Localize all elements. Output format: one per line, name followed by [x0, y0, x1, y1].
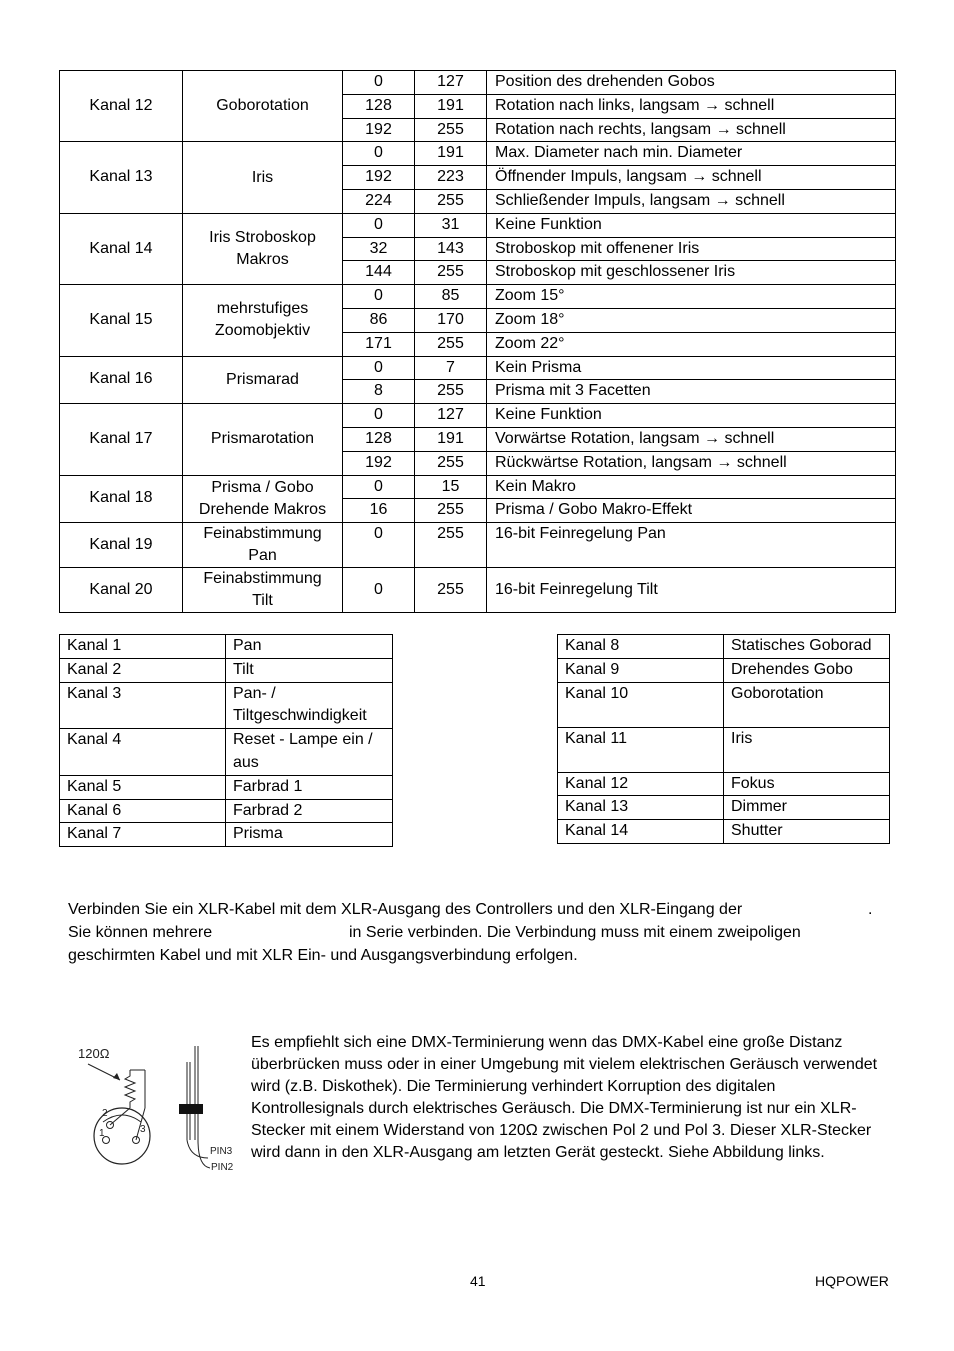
- function-cell: Iris Stroboskop Makros: [183, 213, 343, 284]
- channel-cell: Kanal 11: [558, 727, 724, 772]
- value-from-cell: 192: [343, 166, 415, 190]
- termination-line: überbrücken muss oder in einer Umgebung mit vielem elektrischen Geräusch verwendet: [251, 1056, 878, 1073]
- channel-cell: Kanal 17: [60, 404, 183, 475]
- value-to-cell: 31: [415, 213, 487, 237]
- function-cell: Prisma / Gobo Drehende Makros: [183, 475, 343, 523]
- pin-label-2: 2: [102, 1108, 108, 1119]
- value-from-cell: 171: [343, 332, 415, 356]
- description-cell: Prisma / Gobo Makro-Effekt: [487, 499, 896, 523]
- table-row: [60, 523, 896, 568]
- description-cell: Öffnender Impuls, langsam → schnell: [487, 166, 896, 190]
- value-to-cell: 191: [415, 427, 487, 451]
- pin-label-1: 1: [99, 1128, 105, 1139]
- channel-cell: Kanal 10: [558, 682, 724, 727]
- value-to-cell: 255: [415, 499, 487, 523]
- channel-cell: Kanal 18: [60, 475, 183, 523]
- description-cell: Rotation nach rechts, langsam → schnell: [487, 118, 896, 142]
- table-row: [60, 729, 393, 776]
- connection-line-1: Verbinden Sie ein XLR-Kabel mit dem XLR-Ausgang des Controllers und den XLR-Eingang der: [68, 901, 743, 918]
- channel-cell: Kanal 5: [60, 775, 226, 799]
- table-row: [60, 142, 896, 166]
- function-cell: Goborotation: [724, 682, 890, 727]
- channel-cell: Kanal 9: [558, 658, 724, 682]
- resistor-label: 120Ω: [78, 1046, 110, 1061]
- function-cell: Iris: [183, 142, 343, 213]
- description-cell: Position des drehenden Gobos: [487, 71, 896, 95]
- value-to-cell: 255: [415, 380, 487, 404]
- table-row: [558, 772, 890, 796]
- connection-line-3: geschirmten Kabel und mit XLR Ein- und Ausgangsverbindung erfolgen.: [68, 947, 578, 964]
- description-cell: Schließender Impuls, langsam → schnell: [487, 189, 896, 213]
- table-row: [60, 823, 393, 847]
- value-to-cell: 255: [415, 118, 487, 142]
- description-cell: Prisma mit 3 Facetten: [487, 380, 896, 404]
- function-cell: Farbrad 1: [226, 775, 393, 799]
- channel-cell: Kanal 20: [60, 568, 183, 613]
- function-cell: Fokus: [724, 772, 890, 796]
- function-cell: Prisma: [226, 823, 393, 847]
- value-from-cell: 0: [343, 523, 415, 568]
- table-row: [60, 682, 393, 729]
- table-row: [60, 356, 896, 380]
- description-cell: Stroboskop mit geschlossener Iris: [487, 261, 896, 285]
- function-cell: Tilt: [226, 658, 393, 682]
- table-row: [60, 285, 896, 309]
- table-row: [60, 213, 896, 237]
- value-to-cell: 143: [415, 237, 487, 261]
- value-to-cell: 223: [415, 166, 487, 190]
- channel-cell: Kanal 8: [558, 635, 724, 659]
- dmx-channel-table: [59, 70, 896, 613]
- termination-line: Stecker mit einem Widerstand von 120Ω zwischen Pol 2 und Pol 3. Dieser XLR-Stecker: [251, 1122, 872, 1139]
- value-from-cell: 0: [343, 568, 415, 613]
- pin2-label: PIN2: [211, 1162, 234, 1173]
- value-from-cell: 0: [343, 285, 415, 309]
- function-cell: Reset - Lampe ein / aus: [226, 729, 393, 776]
- function-cell: Shutter: [724, 820, 890, 844]
- function-cell: Feinabstimmung Pan: [183, 523, 343, 568]
- table-row: [60, 404, 896, 428]
- function-cell: Dimmer: [724, 796, 890, 820]
- value-from-cell: 0: [343, 71, 415, 95]
- value-from-cell: 32: [343, 237, 415, 261]
- value-from-cell: 224: [343, 189, 415, 213]
- description-cell: Max. Diameter nach min. Diameter: [487, 142, 896, 166]
- value-to-cell: 255: [415, 568, 487, 613]
- channel-cell: Kanal 15: [60, 285, 183, 356]
- value-to-cell: 127: [415, 404, 487, 428]
- value-from-cell: 0: [343, 356, 415, 380]
- connection-line-1-end: .: [868, 901, 873, 918]
- value-to-cell: 255: [415, 451, 487, 475]
- value-to-cell: 170: [415, 308, 487, 332]
- value-from-cell: 144: [343, 261, 415, 285]
- channel-cell: Kanal 7: [60, 823, 226, 847]
- value-from-cell: 0: [343, 475, 415, 499]
- table-row: [558, 635, 890, 659]
- termination-line: wird (z.B. Diskothek). Die Terminierung verhindert Korruption des digitalen: [251, 1078, 776, 1095]
- table-row: [60, 71, 896, 95]
- channel-table-left: [59, 634, 393, 847]
- value-from-cell: 8: [343, 380, 415, 404]
- pin3-label: PIN3: [210, 1146, 233, 1157]
- function-cell: Prismarad: [183, 356, 343, 404]
- channel-table-right: [557, 634, 890, 844]
- channel-cell: Kanal 12: [558, 772, 724, 796]
- table-row: [558, 727, 890, 772]
- value-to-cell: 255: [415, 261, 487, 285]
- function-cell: Feinabstimmung Tilt: [183, 568, 343, 613]
- xlr-termination-diagram: [70, 1040, 245, 1175]
- value-from-cell: 192: [343, 118, 415, 142]
- channel-cell: Kanal 12: [60, 71, 183, 142]
- table-row: [558, 682, 890, 727]
- value-from-cell: 86: [343, 308, 415, 332]
- value-from-cell: 0: [343, 142, 415, 166]
- table-row: [60, 475, 896, 499]
- termination-paragraph: [251, 1032, 877, 1164]
- description-cell: Rückwärtse Rotation, langsam → schnell: [487, 451, 896, 475]
- value-from-cell: 128: [343, 427, 415, 451]
- value-to-cell: 85: [415, 285, 487, 309]
- channel-cell: Kanal 16: [60, 356, 183, 404]
- value-from-cell: 0: [343, 404, 415, 428]
- description-cell: Kein Makro: [487, 475, 896, 499]
- description-cell: Rotation nach links, langsam → schnell: [487, 94, 896, 118]
- description-cell: 16-bit Feinregelung Tilt: [487, 568, 896, 613]
- description-cell: Vorwärtse Rotation, langsam → schnell: [487, 427, 896, 451]
- description-cell: Zoom 22°: [487, 332, 896, 356]
- table-row: [60, 775, 393, 799]
- description-cell: Stroboskop mit offenener Iris: [487, 237, 896, 261]
- table-row: [558, 658, 890, 682]
- table-row: [60, 568, 896, 613]
- value-from-cell: 0: [343, 213, 415, 237]
- channel-cell: Kanal 6: [60, 799, 226, 823]
- connection-line-2b: in Serie verbinden. Die Verbindung muss mit einem zweipoligen: [349, 924, 801, 941]
- function-cell: Goborotation: [183, 71, 343, 142]
- value-to-cell: 255: [415, 523, 487, 568]
- table-row: [60, 658, 393, 682]
- description-cell: Zoom 18°: [487, 308, 896, 332]
- channel-cell: Kanal 13: [558, 796, 724, 820]
- function-cell: Statisches Goborad: [724, 635, 890, 659]
- description-cell: Keine Funktion: [487, 213, 896, 237]
- page-number: 41: [470, 1273, 486, 1289]
- value-to-cell: 255: [415, 189, 487, 213]
- function-cell: Prismarotation: [183, 404, 343, 475]
- table-row: [558, 796, 890, 820]
- channel-cell: Kanal 14: [558, 820, 724, 844]
- pin-label-3: 3: [140, 1124, 146, 1135]
- channel-cell: Kanal 13: [60, 142, 183, 213]
- value-to-cell: 191: [415, 94, 487, 118]
- value-to-cell: 255: [415, 332, 487, 356]
- value-from-cell: 192: [343, 451, 415, 475]
- function-cell: mehrstufiges Zoomobjektiv: [183, 285, 343, 356]
- channel-cell: Kanal 1: [60, 635, 226, 659]
- termination-line: wird dann in den XLR-Ausgang am letzten Gerät gesteckt. Siehe Abbildung links.: [251, 1144, 825, 1161]
- channel-cell: Kanal 3: [60, 682, 226, 729]
- footer-brand: HQPOWER: [815, 1273, 889, 1289]
- value-from-cell: 128: [343, 94, 415, 118]
- table-row: [60, 635, 393, 659]
- channel-cell: Kanal 14: [60, 213, 183, 284]
- channel-cell: Kanal 2: [60, 658, 226, 682]
- value-from-cell: 16: [343, 499, 415, 523]
- function-cell: Farbrad 2: [226, 799, 393, 823]
- description-cell: Kein Prisma: [487, 356, 896, 380]
- value-to-cell: 15: [415, 475, 487, 499]
- value-to-cell: 7: [415, 356, 487, 380]
- table-row: [558, 820, 890, 844]
- termination-line: Kontrollesignals durch elektrisches Geräusch. Die DMX-Terminierung ist nur ein XLR-: [251, 1100, 857, 1117]
- table-row: [60, 799, 393, 823]
- termination-line: Es empfiehlt sich eine DMX-Terminierung wenn das DMX-Kabel eine große Distanz: [251, 1034, 843, 1051]
- channel-cell: Kanal 19: [60, 523, 183, 568]
- function-cell: Pan: [226, 635, 393, 659]
- channel-cell: Kanal 4: [60, 729, 226, 776]
- function-cell: Iris: [724, 727, 890, 772]
- function-cell: Pan- / Tiltgeschwindigkeit: [226, 682, 393, 729]
- description-cell: Zoom 15°: [487, 285, 896, 309]
- value-to-cell: 191: [415, 142, 487, 166]
- description-cell: 16-bit Feinregelung Pan: [487, 523, 896, 568]
- function-cell: Drehendes Gobo: [724, 658, 890, 682]
- description-cell: Keine Funktion: [487, 404, 896, 428]
- connection-line-2a: Sie können mehrere: [68, 924, 213, 941]
- value-to-cell: 127: [415, 71, 487, 95]
